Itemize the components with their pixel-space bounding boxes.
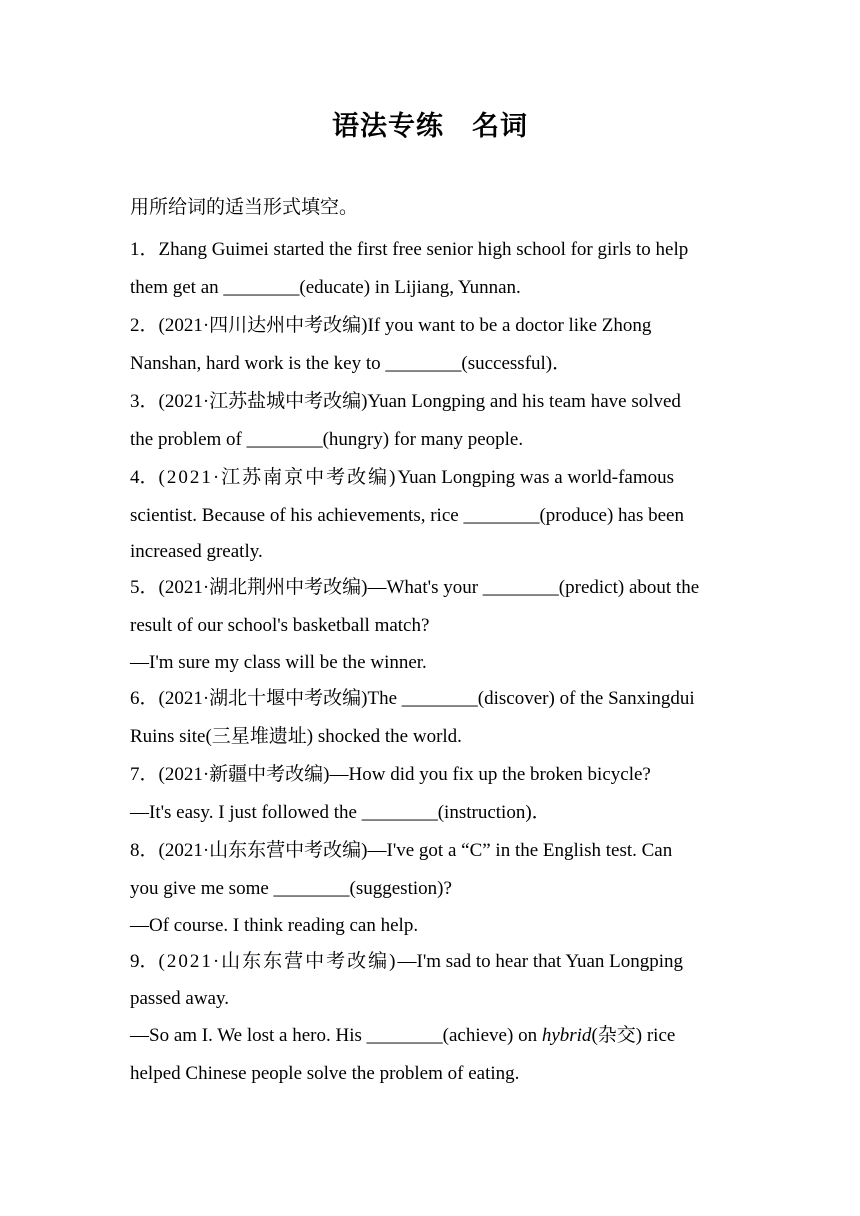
- question-9: [130, 943, 730, 1093]
- answer-blank[interactable]: ________: [401, 688, 478, 709]
- question-text: —So am I. We lost a hero. His: [130, 1025, 367, 1046]
- title-part1: 语法专练: [332, 111, 444, 142]
- dialogue-answer: —I'm sure my class will be the winner.: [130, 652, 427, 673]
- question-number: 9．: [130, 951, 159, 972]
- answer-blank[interactable]: ________: [482, 577, 559, 598]
- question-7: [130, 756, 730, 832]
- question-source: (2021·四川达州中考改编): [158, 315, 368, 336]
- question-text: Zhang Guimei started the first free senior high school for girls to help: [158, 239, 689, 260]
- question-number: 1．: [130, 239, 159, 260]
- question-source: (2021·江苏南京中考改编): [158, 467, 398, 488]
- question-text: you give me some: [130, 878, 274, 899]
- answer-blank[interactable]: ________: [361, 802, 438, 823]
- question-text: —It's easy. I just followed the: [130, 802, 362, 823]
- word-hint: (achieve) on: [442, 1025, 542, 1046]
- question-text: If you want to be a doctor like Zhong: [367, 315, 652, 336]
- title-part2: 名词: [472, 111, 528, 142]
- question-text: helped Chinese people solve the problem of eating.: [130, 1063, 520, 1084]
- dialogue-answer: —Of course. I think reading can help.: [130, 915, 419, 936]
- question-text: scientist. Because of his achievements, rice: [130, 505, 464, 526]
- italic-term: hybrid: [541, 1025, 592, 1046]
- question-number: 5．: [130, 577, 159, 598]
- question-4: [130, 459, 730, 569]
- answer-blank[interactable]: ________: [246, 429, 323, 450]
- answer-blank[interactable]: ________: [223, 277, 300, 298]
- word-hint: (discover) of the Sanxingdui: [477, 688, 695, 709]
- word-hint-chinese: (杂交) rice: [591, 1025, 676, 1046]
- question-number: 6．: [130, 688, 159, 709]
- question-text: —I've got a “C” in the English test. Can: [367, 840, 673, 861]
- question-2: [130, 307, 730, 383]
- answer-blank[interactable]: ________: [273, 878, 350, 899]
- question-text: Yuan Longping and his team have solved: [367, 391, 681, 412]
- word-hint: (predict) about the: [558, 577, 700, 598]
- question-text: increased greatly.: [130, 541, 263, 562]
- question-source: (2021·山东东营中考改编): [158, 840, 368, 861]
- word-hint: (educate) in Lijiang, Yunnan.: [299, 277, 521, 298]
- question-number: 8．: [130, 840, 159, 861]
- answer-blank[interactable]: ________: [366, 1025, 443, 1046]
- question-text: Ruins site(三星堆遗址) shocked the world.: [130, 726, 462, 747]
- word-hint: (produce) has been: [539, 505, 684, 526]
- question-number: 7．: [130, 764, 159, 785]
- answer-blank[interactable]: ________: [385, 353, 462, 374]
- question-text: the problem of: [130, 429, 247, 450]
- question-1: [130, 231, 730, 307]
- instruction: 用所给词的适当形式填空。: [130, 197, 359, 218]
- page-title: [0, 104, 860, 143]
- answer-blank[interactable]: ________: [463, 505, 540, 526]
- question-3: [130, 383, 730, 459]
- question-source: (2021·江苏盐城中考改编): [158, 391, 368, 412]
- question-text: —How did you fix up the broken bicycle?: [329, 764, 651, 785]
- word-hint: (hungry) for many people.: [322, 429, 524, 450]
- question-number: 4．: [130, 467, 159, 488]
- question-text: result of our school's basketball match?: [130, 615, 430, 636]
- question-5: [130, 569, 730, 680]
- question-text: —What's your: [367, 577, 483, 598]
- question-text: The: [367, 688, 402, 709]
- question-text: passed away.: [130, 988, 230, 1009]
- question-8: [130, 832, 730, 943]
- question-number: 3．: [130, 391, 159, 412]
- question-text: —I'm sad to hear that Yuan Longping: [397, 951, 684, 972]
- word-hint: (instruction)．: [437, 802, 551, 823]
- question-source: (2021·湖北荆州中考改编): [158, 577, 368, 598]
- question-source: (2021·新疆中考改编): [158, 764, 330, 785]
- question-source: (2021·山东东营中考改编): [158, 951, 398, 972]
- question-text: Nanshan, hard work is the key to: [130, 353, 386, 374]
- question-text: Yuan Longping was a world-famous: [397, 467, 675, 488]
- word-hint: (suggestion)?: [349, 878, 452, 899]
- question-text: them get an: [130, 277, 224, 298]
- question-6: [130, 680, 730, 756]
- question-number: 2．: [130, 315, 159, 336]
- question-source: (2021·湖北十堰中考改编): [158, 688, 368, 709]
- worksheet-content: [130, 193, 730, 1093]
- word-hint: (successful)．: [461, 353, 572, 374]
